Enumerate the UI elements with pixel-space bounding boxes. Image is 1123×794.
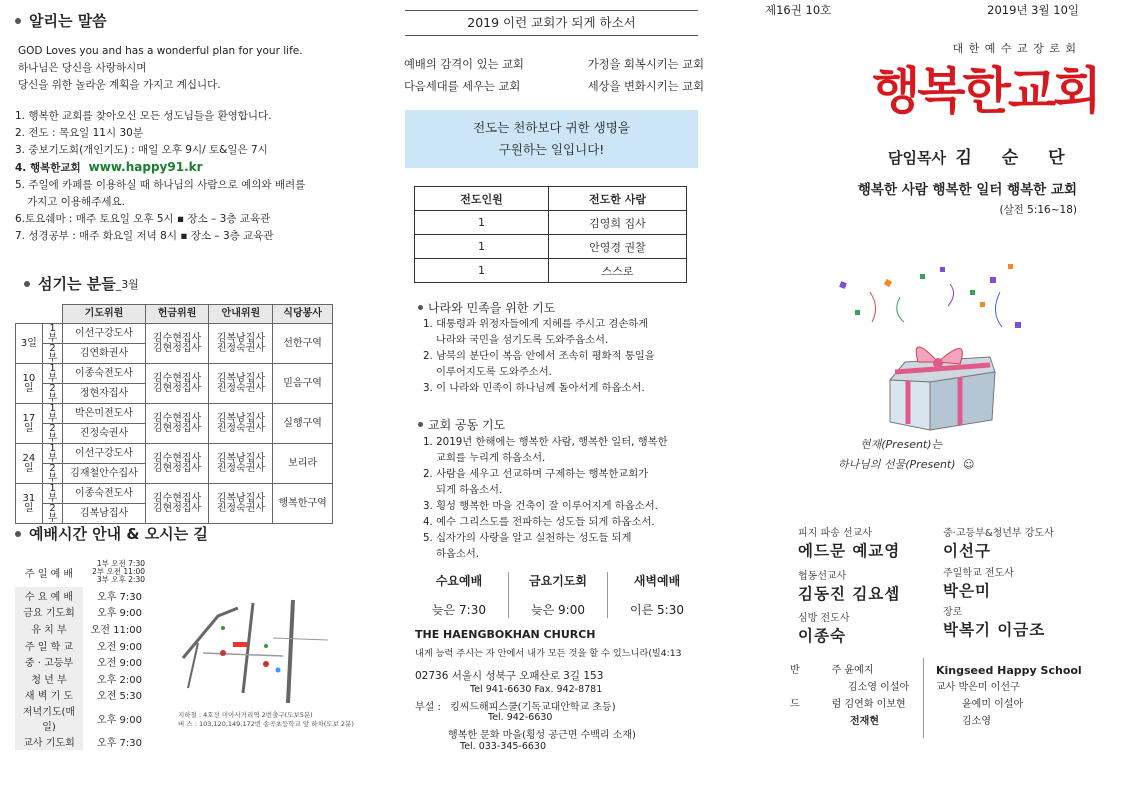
evangelism-row — [415, 259, 687, 283]
divider — [923, 658, 924, 738]
motto-reference: (살전 5:16~18) — [999, 204, 1077, 216]
church-prayer-title — [418, 416, 505, 433]
time-value: 오전 11:00 — [90, 624, 142, 636]
time-row — [15, 687, 145, 704]
map-caption — [178, 711, 353, 729]
header-prayer: 기도위원 — [63, 305, 145, 324]
annex-row — [415, 698, 616, 713]
prayer-line: 2. 사람을 세우고 선교하며 구제하는 행복한교회가 — [423, 468, 649, 480]
time-label: 청 년 부 — [15, 670, 83, 687]
serve-prayer-1: 이종숙전도사 — [63, 484, 145, 504]
prayer-line: 되게 하옵소서. — [436, 484, 503, 496]
evangelism-count: 1 — [415, 259, 549, 283]
school-line: 김소영 — [962, 716, 991, 727]
header-offering: 헌금위원 — [145, 305, 209, 324]
pastor-name: 김 순 단 — [955, 148, 1077, 168]
notice-title-text: 알리는 말씀 — [29, 12, 107, 30]
notice-item: 가지고 이용해주세요. — [27, 196, 125, 208]
sunday-times — [83, 560, 145, 584]
annex-village: 행복한 문화 마을(횡성 공근면 수백리 소재) — [448, 730, 636, 741]
sunday-row — [15, 557, 155, 587]
pastor — [888, 143, 1077, 168]
time-row — [15, 587, 145, 604]
evangelism-row — [415, 211, 687, 235]
band-line: 김소영 이설아 — [848, 682, 910, 693]
issue-date: 2019년 3월 10일 — [987, 3, 1079, 17]
staff-role: 협동선교사 — [798, 571, 847, 582]
service-time: 이른 5:30 — [630, 603, 684, 617]
serve-prayer-2: 진정숙권사 — [63, 424, 145, 444]
bullet-icon — [24, 281, 30, 287]
serve-prayer-2: 정현자집사 — [63, 384, 145, 404]
school-line: 교사 박은미 이선구 — [936, 682, 1020, 693]
evangelism-person: 안영경 권찰 — [549, 235, 687, 259]
serve-prayer-1: 박은미전도사 — [63, 404, 145, 424]
serve-date: 17일 — [16, 404, 43, 444]
time-value: 오전 9:00 — [97, 658, 142, 670]
serve-date: 3일 — [16, 324, 43, 364]
evangelism-count: 1 — [415, 211, 549, 235]
staff-name: 박복기 이금조 — [943, 621, 1046, 639]
serve-offering: 김수현집사 김현정집사 — [145, 484, 209, 524]
part-label: 2부 — [42, 384, 63, 404]
church-prayer-title-text: 교회 공동 기도 — [428, 418, 506, 432]
service-times — [410, 572, 706, 618]
staff-sunday-school — [943, 564, 1014, 601]
part-label: 2부 — [42, 504, 63, 524]
worship-title-text: 예배시간 안내 & 오시는 길 — [29, 525, 208, 543]
staff-coop — [798, 567, 900, 604]
goal: 예배의 감격이 있는 교회 — [404, 58, 524, 71]
time-row — [15, 733, 145, 750]
evangelism-row — [415, 235, 687, 259]
year-banner: 2019 이런 교회가 되게 하소서 — [405, 10, 698, 36]
worship-title — [15, 523, 208, 544]
right-column — [760, 0, 1115, 794]
bullet-icon — [15, 18, 21, 24]
band-row-3 — [790, 696, 909, 713]
present-text-2-label: 하나님의 선물(Present) — [838, 458, 956, 471]
service-time: 늦은 7:30 — [432, 603, 486, 617]
prayer-line: 5. 십자가의 사랑을 알고 실천하는 성도들 되게 — [423, 532, 632, 544]
header-guide: 안내위원 — [209, 305, 273, 324]
notice-item: 3. 중보기도회(개인기도) : 매일 오후 9시/ 토&일은 7시 — [15, 144, 268, 156]
sunday-time: 3부 오후 2:30 — [96, 575, 145, 584]
serve-row — [16, 324, 333, 344]
school-block — [936, 662, 1082, 730]
evangelism-count: 1 — [415, 235, 549, 259]
service-item — [410, 572, 509, 618]
annex-village-tel: Tel. 033-345-6630 — [460, 741, 547, 752]
serve-offering: 김수현집사 김현정집사 — [145, 364, 209, 404]
evangelism-header-row — [415, 187, 687, 211]
middle-column — [400, 0, 710, 794]
motto: 행복한 사람 행복한 일터 행복한 교회 — [857, 182, 1077, 198]
time-label: 저녁기도(매일) — [15, 703, 83, 733]
annex-school: 킹씨드해피스쿨(기독교대안학교 초등) — [450, 702, 616, 713]
annex-label: 부설 : — [415, 702, 441, 713]
prayer-line: 1. 2019년 한해에는 행복한 사람, 행복한 일터, 행복한 — [423, 436, 668, 448]
homepage-link[interactable]: www.happy91.kr — [88, 160, 203, 174]
smile-icon: ☺ — [963, 458, 975, 471]
present-text-1: 현재(Present)는 — [860, 438, 943, 451]
prayer-line: 4. 예수 그리스도를 전파하는 성도들 되게 하옵소서. — [423, 516, 655, 528]
header-meal: 식당봉사 — [273, 305, 333, 324]
serve-row — [16, 484, 333, 504]
evangelism-person: 김영희 집사 — [549, 211, 687, 235]
nation-title-text: 나라와 민족을 위한 기도 — [428, 301, 556, 315]
serve-date: 10일 — [16, 364, 43, 404]
serve-meal: 행복한구역 — [273, 484, 333, 524]
serve-title — [24, 273, 139, 294]
time-value: 오후 9:00 — [97, 608, 142, 620]
volume-number: 제16권 10호 — [765, 3, 832, 17]
present-text-2 — [838, 456, 975, 472]
serve-guide: 김복남집사 진정숙권사 — [209, 484, 273, 524]
gift-icon — [830, 262, 1040, 432]
tel-fax: Tel 941-6630 Fax. 942-8781 — [470, 684, 603, 695]
staff-elder — [943, 603, 1045, 640]
map-drawing — [178, 598, 353, 708]
time-row — [15, 703, 145, 733]
time-label: 중 · 고등부 — [15, 653, 83, 670]
serve-offering: 김수현집사 김현정집사 — [145, 444, 209, 484]
notice-item: 6.토요쉐마 : 매주 토요일 오후 5시 ▪ 장소 – 3층 교육관 — [15, 213, 271, 225]
church-logo: 행복한교회 — [872, 62, 1099, 120]
band-line: 주 윤예지 — [831, 665, 874, 676]
intro-line: GOD Loves you and has a wonderful plan for your life. — [18, 45, 303, 57]
notice-item: 1. 행복한 교회를 찾아오신 모든 성도님들을 환영합니다. — [15, 110, 272, 122]
header-count: 전도인원 — [415, 187, 549, 211]
serve-meal: 보리라 — [273, 444, 333, 484]
serve-prayer-1: 이선구강도사 — [63, 324, 145, 344]
time-row — [15, 604, 145, 621]
serve-title-text: 섬기는 분들 — [38, 275, 116, 293]
serve-row — [16, 364, 333, 384]
service-item — [509, 572, 608, 618]
staff-missionary — [798, 524, 900, 561]
serve-month: _3월 — [115, 277, 139, 291]
serve-prayer-1: 이선구강도사 — [63, 444, 145, 464]
intro-block — [18, 43, 303, 94]
time-label: 주 일 학 교 — [15, 637, 83, 654]
evangelism-person: 스스로 — [549, 259, 687, 283]
serve-guide: 김복남집사 진정숙권사 — [209, 364, 273, 404]
serve-guide: 김복남집사 진정숙권사 — [209, 404, 273, 444]
goal: 세상을 변화시키는 교회 — [587, 80, 704, 93]
evangelism-line: 전도는 천하보다 귀한 생명을 — [473, 120, 630, 135]
blank-header — [16, 305, 43, 324]
address: 02736 서울시 성북구 오패산로 3길 153 — [415, 670, 604, 682]
sunday-label: 주 일 예 배 — [24, 568, 74, 580]
time-label: 교사 기도회 — [15, 733, 83, 750]
band-line: 전재현 — [850, 716, 879, 727]
staff-visit — [798, 609, 849, 646]
denomination: 대 한 예 수 교 장 로 회 — [952, 42, 1077, 55]
notice-item: 5. 주일에 카페를 이용하실 때 하나님의 사람으로 예의와 배려를 — [15, 179, 306, 191]
part-label: 1부 — [42, 444, 63, 464]
bullet-icon — [15, 531, 21, 537]
time-value: 오후 7:30 — [97, 591, 142, 603]
band-block — [790, 662, 909, 730]
sunday-time: 1부 오전 7:30 — [96, 559, 145, 568]
goal: 가정을 회복시키는 교회 — [587, 58, 704, 71]
time-label: 새 벽 기 도 — [15, 687, 83, 704]
staff-role: 장로 — [943, 607, 963, 618]
nation-title — [418, 299, 555, 316]
times-block — [15, 557, 155, 750]
church-english-name: THE HAENGBOKHAN CHURCH — [415, 628, 596, 641]
serve-prayer-2: 김복남집사 — [63, 504, 145, 524]
serve-date: 31일 — [16, 484, 43, 524]
staff-youth — [943, 524, 1054, 561]
serve-row — [16, 444, 333, 464]
prayer-line: 2. 남북의 분단이 복음 안에서 조속히 평화적 통일을 — [423, 350, 655, 362]
map-caption-bus: 버 스 : 103,120,149,172번 송곡초등학교 앞 하차(도보 2분) — [178, 720, 354, 728]
serve-guide: 김복남집사 진정숙권사 — [209, 444, 273, 484]
annex-school-tel: Tel. 942-6630 — [488, 712, 553, 723]
times-table — [15, 587, 145, 750]
service-name: 금요기도회 — [529, 574, 587, 588]
time-value: 오후 7:30 — [97, 737, 142, 749]
goals — [404, 54, 704, 98]
staff-name: 이선구 — [943, 542, 991, 560]
service-name: 새벽예배 — [633, 574, 681, 588]
time-value: 오후 2:00 — [97, 674, 142, 686]
part-label: 1부 — [42, 404, 63, 424]
notice-title — [15, 10, 107, 31]
staff-name: 에드문 예교영 — [798, 542, 901, 560]
serve-prayer-2: 김연화권사 — [63, 344, 145, 364]
part-label: 1부 — [42, 484, 63, 504]
goal-row — [404, 76, 704, 98]
time-row — [15, 670, 145, 687]
intro-line: 하나님은 당신을 사랑하시며 — [18, 62, 147, 74]
prayer-line: 나라와 국민을 섬기도록 도와주옵소서. — [436, 334, 609, 346]
prayer-line: 이루어지도록 도와주소서. — [436, 366, 552, 378]
blank-header — [42, 305, 63, 324]
evangelism-box — [405, 110, 698, 168]
map-caption-subway: 지하철 : 4호선 미아사거리역 2번출구(도보5분) — [178, 711, 313, 719]
staff-name: 이종숙 — [798, 627, 846, 645]
time-label: 수 요 예 배 — [15, 587, 83, 604]
prayer-line: 교회를 누리게 하옵소서. — [436, 452, 546, 464]
notice-item-homepage — [15, 159, 305, 177]
serve-date: 24일 — [16, 444, 43, 484]
serve-offering: 김수현집사 김현정집사 — [145, 324, 209, 364]
time-value: 오전 9:00 — [97, 641, 142, 653]
intro-line: 당신을 위한 놀라운 계획을 가지고 계십니다. — [18, 79, 221, 91]
serve-table — [15, 304, 333, 524]
service-time: 늦은 9:00 — [531, 603, 585, 617]
notice-item-text: 4. 행복한교회 — [15, 162, 81, 174]
band-row-1 — [790, 662, 909, 679]
staff-role: 피지 파송 선교사 — [798, 528, 872, 539]
notice-item: 7. 성경공부 : 매주 화요일 저녁 8시 ▪ 장소 – 3층 교육관 — [15, 230, 274, 242]
serve-offering: 김수현집사 김현정집사 — [145, 404, 209, 444]
left-column — [10, 0, 385, 794]
band-label: 반 — [790, 665, 800, 676]
part-label: 1부 — [42, 364, 63, 384]
notice-list — [15, 108, 305, 245]
prayer-line: 하옵소서. — [436, 548, 480, 560]
prayer-line: 3. 횡성 행복한 마을 건축이 잘 이루어지게 하옵소서. — [423, 500, 658, 512]
header-person: 전도한 사람 — [549, 187, 687, 211]
time-label: 금요 기도회 — [15, 604, 83, 621]
sunday-time: 2부 오전 11:00 — [92, 567, 145, 576]
time-row — [15, 637, 145, 654]
verse: 내게 능력 주시는 자 안에서 내가 모든 것을 할 수 있느니라(빌4:13 — [415, 648, 682, 659]
bullet-icon — [418, 422, 423, 427]
staff-role: 심방 전도사 — [798, 613, 850, 624]
bullet-icon — [418, 305, 423, 310]
prayer-line: 3. 이 나라와 민족이 하나님께 돌아서게 하옵소서. — [423, 382, 645, 394]
service-item — [608, 572, 706, 618]
goal-row — [404, 54, 704, 76]
serve-prayer-2: 김재철안수집사 — [63, 464, 145, 484]
notice-item: 2. 전도 : 목요일 11시 30분 — [15, 127, 143, 139]
staff-role: 중·고등부&청년부 강도사 — [943, 528, 1054, 539]
part-label: 2부 — [42, 464, 63, 484]
serve-row — [16, 404, 333, 424]
band-line: 럼 김연화 이보현 — [831, 699, 906, 710]
serve-prayer-1: 이종숙전도사 — [63, 364, 145, 384]
school-title: Kingseed Happy School — [936, 664, 1082, 677]
church-prayer-list — [423, 434, 668, 562]
part-label: 2부 — [42, 424, 63, 444]
staff-name: 김동진 김요셉 — [798, 585, 901, 603]
serve-meal: 실행구역 — [273, 404, 333, 444]
evangelism-table — [414, 186, 687, 283]
nation-list — [423, 316, 655, 396]
goal: 다음세대를 세우는 교회 — [404, 80, 521, 93]
pastor-label: 담임목사 — [888, 149, 946, 167]
time-row — [15, 653, 145, 670]
prayer-line: 1. 대통령과 위정자들에게 지혜를 주시고 겸손하게 — [423, 318, 649, 330]
part-label: 1부 — [42, 324, 63, 344]
evangelism-line: 구원하는 일입니다! — [498, 142, 605, 157]
serve-header-row — [16, 305, 333, 324]
serve-guide: 김복남집사 진정숙권사 — [209, 324, 273, 364]
serve-meal: 선한구역 — [273, 324, 333, 364]
band-label: 드 — [790, 699, 800, 710]
staff-name: 박은미 — [943, 582, 991, 600]
part-label: 2부 — [42, 344, 63, 364]
school-line: 윤예미 이설아 — [962, 699, 1024, 710]
time-value: 오후 9:00 — [97, 714, 142, 726]
serve-meal: 믿음구역 — [273, 364, 333, 404]
service-name: 수요예배 — [435, 574, 483, 588]
map — [178, 598, 353, 738]
time-label: 유 치 부 — [15, 620, 83, 637]
staff-role: 주일학교 전도사 — [943, 568, 1014, 579]
time-value: 오전 5:30 — [97, 691, 142, 703]
time-row — [15, 620, 145, 637]
